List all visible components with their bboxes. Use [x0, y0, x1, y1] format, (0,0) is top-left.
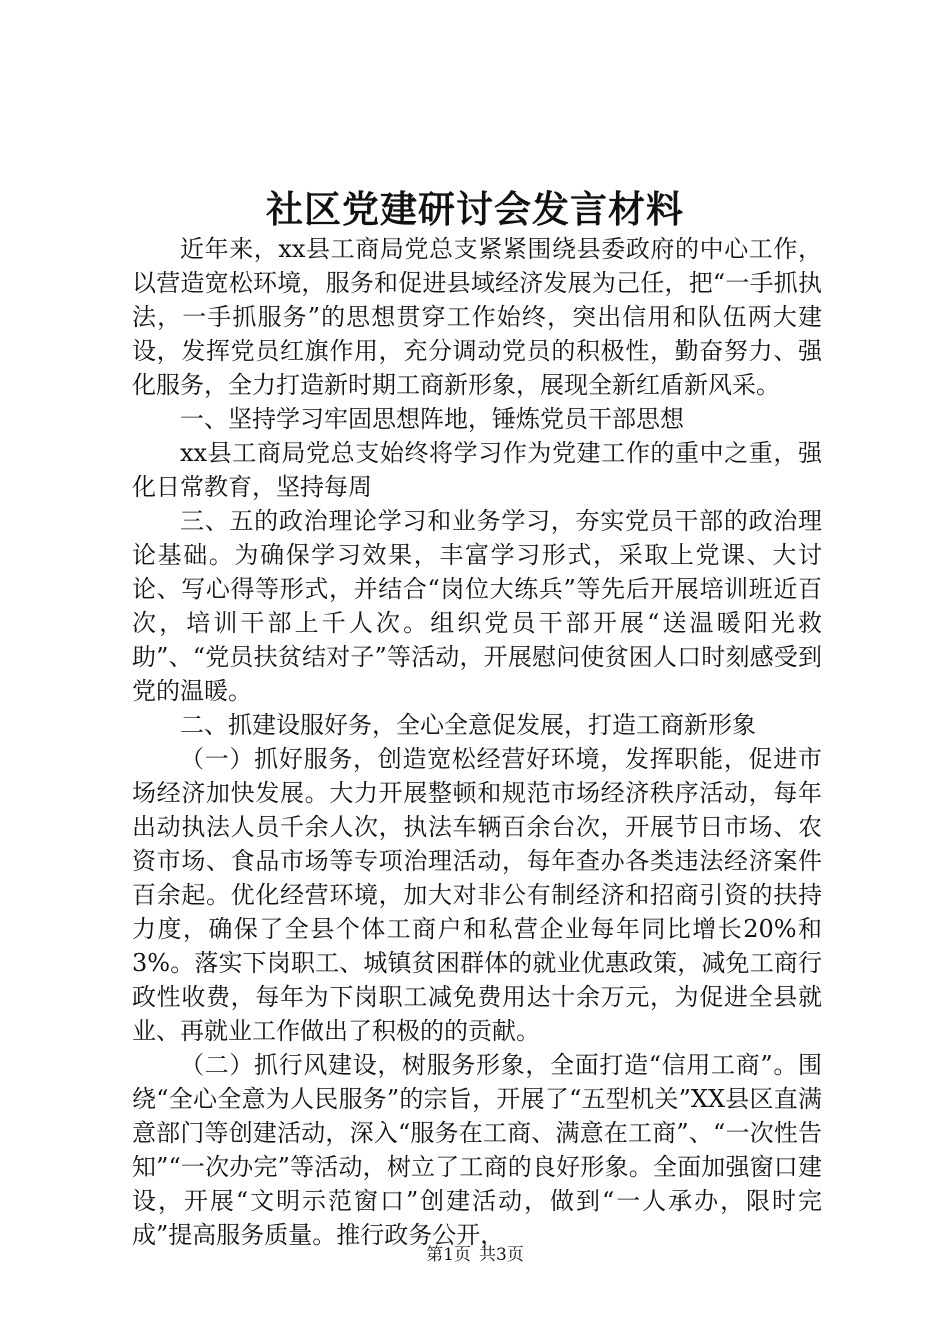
document-title: 社区党建研讨会发言材料 [266, 187, 684, 231]
section-heading-1: 一、坚持学习牢固思想阵地，锤炼党员干部思想 [180, 405, 684, 433]
paragraph-service: （一）抓好服务，创造宽松经营好环境，发挥职能，促进市场经济加快发展。大力开展整顿和规范市场经济秩序活动，每年出动执法人员千余人次，执法车辆百余台次，开展节日市场、农资市场、食品市场等专项治理活动，每年查办各类违法经济案件百余起。优化经营环境，加大对非公有制经济和招商引资的扶持力度，确保了全县个体工商户和私营企业每年同比增长20%和3%。落实下岗职工、城镇贫困群体的就业优惠政策，减免工商行政性收费，每年为下岗职工减免费用达十余万元，为促进全县就业、再就业工作做出了积极的的贡献。 [132, 745, 822, 1045]
document-body [132, 232, 822, 1252]
page-footer [0, 1243, 950, 1267]
paragraph-study-continued: 三、五的政治理论学习和业务学习，夯实党员干部的政治理论基础。为确保学习效果，丰富学习形式，采取上党课、大讨论、写心得等形式，并结合“岗位大练兵”等先后开展培训班近百次，培训干部上千人次。组织党员干部开展“送温暖阳光救助”、“党员扶贫结对子”等活动，开展慰问使贫困人口时刻感受到党的温暖。 [132, 507, 822, 705]
paragraph-intro: 近年来，xx县工商局党总支紧紧围绕县委政府的中心工作，以营造宽松环境，服务和促进县域经济发展为己任，把“一手抓执法，一手抓服务”的思想贯穿工作始终，突出信用和队伍两大建设，发挥党员红旗作用，充分调动党员的积极性，勤奋努力、强化服务，全力打造新时期工商新形象，展现全新红盾新风采。 [132, 235, 822, 399]
paragraph-conduct: （二）抓行风建设，树服务形象，全面打造“信用工商”。围绕“全心全意为人民服务”的宗旨，开展了“五型机关”XX县区直满意部门等创建活动，深入“服务在工商、满意在工商”、“一次性告知”“一次办完”等活动，树立了工商的良好形象。全面加强窗口建设，开展“文明示范窗口”创建活动，做到“一人承办，限时完成”提高服务质量。推行政务公开， [132, 1051, 822, 1249]
paragraph-study: xx县工商局党总支始终将学习作为党建工作的重中之重，强化日常教育，坚持每周 [132, 439, 822, 501]
page-number: 第1页 [426, 1245, 471, 1265]
page-total: 共3页 [479, 1245, 524, 1265]
section-heading-2: 二、抓建设服好务，全心全意促发展，打造工商新形象 [180, 711, 756, 739]
